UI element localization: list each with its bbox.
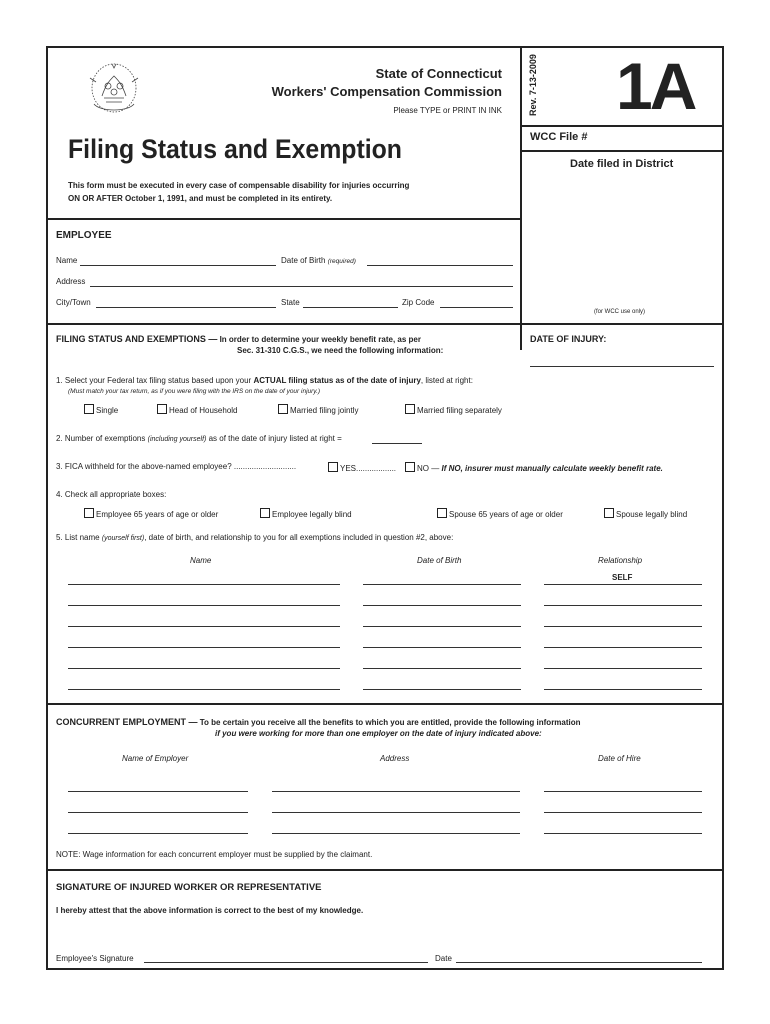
exemption-rel-field-3[interactable]: [544, 626, 702, 627]
spouse-blind-option[interactable]: [604, 508, 687, 519]
q1-end: , listed at right:: [420, 376, 473, 385]
ink-instruction: Please TYPE or PRINT IN INK: [393, 106, 502, 115]
name-label: Name: [56, 256, 78, 265]
exemption-name-field-1[interactable]: [68, 584, 340, 585]
exemption-rel-field-4[interactable]: [544, 647, 702, 648]
wcc-file-label: WCC File #: [530, 131, 588, 143]
question-1: [56, 376, 473, 385]
filing-heading-rest: In order to determine your weekly benefit rate, as per: [219, 335, 421, 344]
status-married-jointly[interactable]: [278, 404, 358, 415]
fica-yes[interactable]: [328, 462, 396, 473]
spouse-65-option[interactable]: [437, 508, 563, 519]
signature-date-field[interactable]: [456, 962, 702, 963]
exemption-dob-field-5[interactable]: [363, 668, 521, 669]
employee-blind-label: Employee legally blind: [272, 510, 352, 519]
question-5: [56, 533, 453, 542]
status-single-label: Single: [96, 406, 119, 415]
checkbox-fica-no[interactable]: [405, 462, 415, 472]
employee-65-option[interactable]: [84, 508, 218, 519]
question-4: 4. Check all appropriate boxes:: [56, 490, 167, 499]
q2-text: 2. Number of exemptions: [56, 434, 146, 443]
status-married-separately[interactable]: [405, 404, 502, 415]
employer-address-field-1[interactable]: [272, 791, 520, 792]
status-hoh-label: Head of Household: [169, 406, 238, 415]
concurrent-heading: [56, 717, 581, 727]
exemption-rel-field-1[interactable]: [544, 584, 702, 585]
q2-end: as of the date of injury listed at right =: [208, 434, 342, 443]
column-address: Address: [380, 754, 410, 763]
exemption-dob-field-6[interactable]: [363, 689, 521, 690]
employee-left-border: [46, 218, 48, 970]
form-title: Filing Status and Exemption: [68, 134, 402, 164]
employer-name-field-2[interactable]: [68, 812, 248, 813]
spouse-blind-label: Spouse legally blind: [616, 510, 688, 519]
column-dob: Date of Birth: [417, 556, 462, 565]
employee-blind-option[interactable]: [260, 508, 352, 519]
spouse-65-label: Spouse 65 years of age or older: [449, 510, 563, 519]
employer-hire-field-2[interactable]: [544, 812, 702, 813]
status-single[interactable]: [84, 404, 118, 415]
concurrent-heading-title: CONCURRENT EMPLOYMENT —: [56, 717, 198, 727]
date-of-injury-label: DATE OF INJURY:: [530, 334, 607, 344]
q5-note: (yourself first): [101, 535, 145, 542]
employer-address-field-2[interactable]: [272, 812, 520, 813]
signature-date-label: Date: [435, 954, 452, 963]
concurrent-heading-rest: To be certain you receive all the benefits to which you are entitled, provide the following information: [199, 718, 581, 727]
question-3: [56, 462, 296, 471]
employer-hire-field-3[interactable]: [544, 833, 702, 834]
state-name: State of Connecticut: [375, 66, 502, 81]
fica-no-note: If NO, insurer must manually calculate weekly benefit rate.: [441, 464, 663, 473]
dob-required-note: (required): [327, 258, 356, 265]
intro-line-2: ON OR AFTER October 1, 1991, and must be completed in its entirety.: [68, 194, 333, 203]
column-employer: Name of Employer: [122, 754, 189, 763]
header-divider: [520, 46, 522, 350]
dob-field[interactable]: [367, 265, 513, 266]
checkbox-head-of-household[interactable]: [157, 404, 167, 414]
state-label: State: [281, 298, 300, 307]
q5-text: 5. List name: [56, 533, 100, 542]
exemptions-count-field[interactable]: [372, 443, 422, 444]
wcc-file-rule: [520, 150, 724, 152]
dob-label-text: Date of Birth: [281, 256, 326, 265]
rev-rule: [520, 125, 724, 127]
fica-no-label: NO —: [417, 464, 440, 473]
status-head-of-household[interactable]: [157, 404, 238, 415]
employee-heading: EMPLOYEE: [56, 230, 112, 241]
column-name: Name: [190, 556, 212, 565]
q2-note: (including yourself): [147, 436, 207, 443]
commission-name: Workers' Compensation Commission: [271, 84, 502, 99]
name-field[interactable]: [80, 265, 276, 266]
dob-label: [281, 256, 356, 265]
exemption-rel-field-6[interactable]: [544, 689, 702, 690]
exemption-name-field-4[interactable]: [68, 647, 340, 648]
frame-bottom: [46, 968, 724, 970]
exemption-name-field-3[interactable]: [68, 626, 340, 627]
employee-bottom-rule: [46, 323, 724, 325]
checkbox-employee-65[interactable]: [84, 508, 94, 518]
q5-end: , date of birth, and relationship to you for all exemptions included in question #2, above:: [144, 533, 454, 542]
employer-hire-field-1[interactable]: [544, 791, 702, 792]
date-of-injury-field[interactable]: [530, 366, 714, 367]
wcc-use-note: (for WCC use only): [594, 309, 646, 315]
address-label: Address: [56, 277, 86, 286]
intro-line-1: This form must be executed in every case of compensable disability for injuries occurring: [68, 181, 410, 190]
header-bottom-rule: [46, 218, 522, 220]
zip-field[interactable]: [440, 307, 513, 308]
q1-text: 1. Select your Federal tax filing status based upon your: [56, 376, 252, 385]
q1-note: (Must match your tax return, as if you were filing with the IRS on the date of your injury.): [68, 388, 321, 395]
form-number: 1A: [616, 49, 695, 123]
signature-label: Employee's Signature: [56, 954, 134, 963]
filing-heading: [56, 334, 421, 344]
address-field[interactable]: [90, 286, 513, 287]
self-label: SELF: [612, 573, 633, 582]
filing-heading-title: FILING STATUS AND EXEMPTIONS —: [56, 334, 218, 344]
q1-bold: ACTUAL filing status as of the date of injury: [253, 376, 421, 385]
city-field[interactable]: [96, 307, 276, 308]
filing-bottom-rule: [46, 703, 724, 705]
checkbox-single[interactable]: [84, 404, 94, 414]
exemption-dob-field-1[interactable]: [363, 584, 521, 585]
exemption-name-field-5[interactable]: [68, 668, 340, 669]
column-relationship: Relationship: [598, 556, 643, 565]
question-2: [56, 434, 342, 443]
concurrent-note: NOTE: Wage information for each concurrent employer must be supplied by the claimant.: [56, 850, 373, 859]
exemption-name-field-6[interactable]: [68, 689, 340, 690]
fica-yes-label: YES..................: [340, 464, 397, 473]
filing-heading-line-2: Sec. 31-310 C.G.S., we need the following information:: [237, 346, 444, 355]
exemption-rel-field-2[interactable]: [544, 605, 702, 606]
q3-text: 3. FICA withheld for the above-named employee? ............................: [56, 462, 297, 471]
status-mfs-label: Married filing separately: [417, 406, 502, 415]
checkbox-spouse-blind[interactable]: [604, 508, 614, 518]
checkbox-spouse-65[interactable]: [437, 508, 447, 518]
state-seal-icon: [82, 58, 146, 118]
concurrent-bottom-rule: [46, 869, 724, 871]
employee-65-label: Employee 65 years of age or older: [96, 510, 219, 519]
column-date-of-hire: Date of Hire: [598, 754, 641, 763]
state-field[interactable]: [303, 307, 398, 308]
employer-name-field-1[interactable]: [68, 791, 248, 792]
exemption-dob-field-2[interactable]: [363, 605, 521, 606]
status-mfj-label: Married filing jointly: [290, 406, 359, 415]
exemption-dob-field-4[interactable]: [363, 647, 521, 648]
employer-name-field-3[interactable]: [68, 833, 248, 834]
exemption-rel-field-5[interactable]: [544, 668, 702, 669]
zip-label: Zip Code: [402, 298, 435, 307]
fica-no[interactable]: [405, 462, 663, 473]
signature-field[interactable]: [144, 962, 428, 963]
employer-address-field-3[interactable]: [272, 833, 520, 834]
checkbox-married-separately[interactable]: [405, 404, 415, 414]
frame-right: [722, 46, 724, 970]
city-label: City/Town: [56, 298, 91, 307]
exemption-name-field-2[interactable]: [68, 605, 340, 606]
date-filed-label: Date filed in District: [570, 158, 674, 170]
checkbox-married-jointly[interactable]: [278, 404, 288, 414]
revision-date: Rev. 7-13-2009: [528, 54, 538, 116]
checkbox-fica-yes[interactable]: [328, 462, 338, 472]
attestation-text: I hereby attest that the above information is correct to the best of my knowledge.: [56, 906, 364, 915]
checkbox-employee-blind[interactable]: [260, 508, 270, 518]
exemption-dob-field-3[interactable]: [363, 626, 521, 627]
signature-heading: SIGNATURE OF INJURED WORKER OR REPRESENTATIVE: [56, 882, 322, 893]
concurrent-heading-line-2: if you were working for more than one employer on the date of injury indicated above:: [215, 729, 542, 738]
